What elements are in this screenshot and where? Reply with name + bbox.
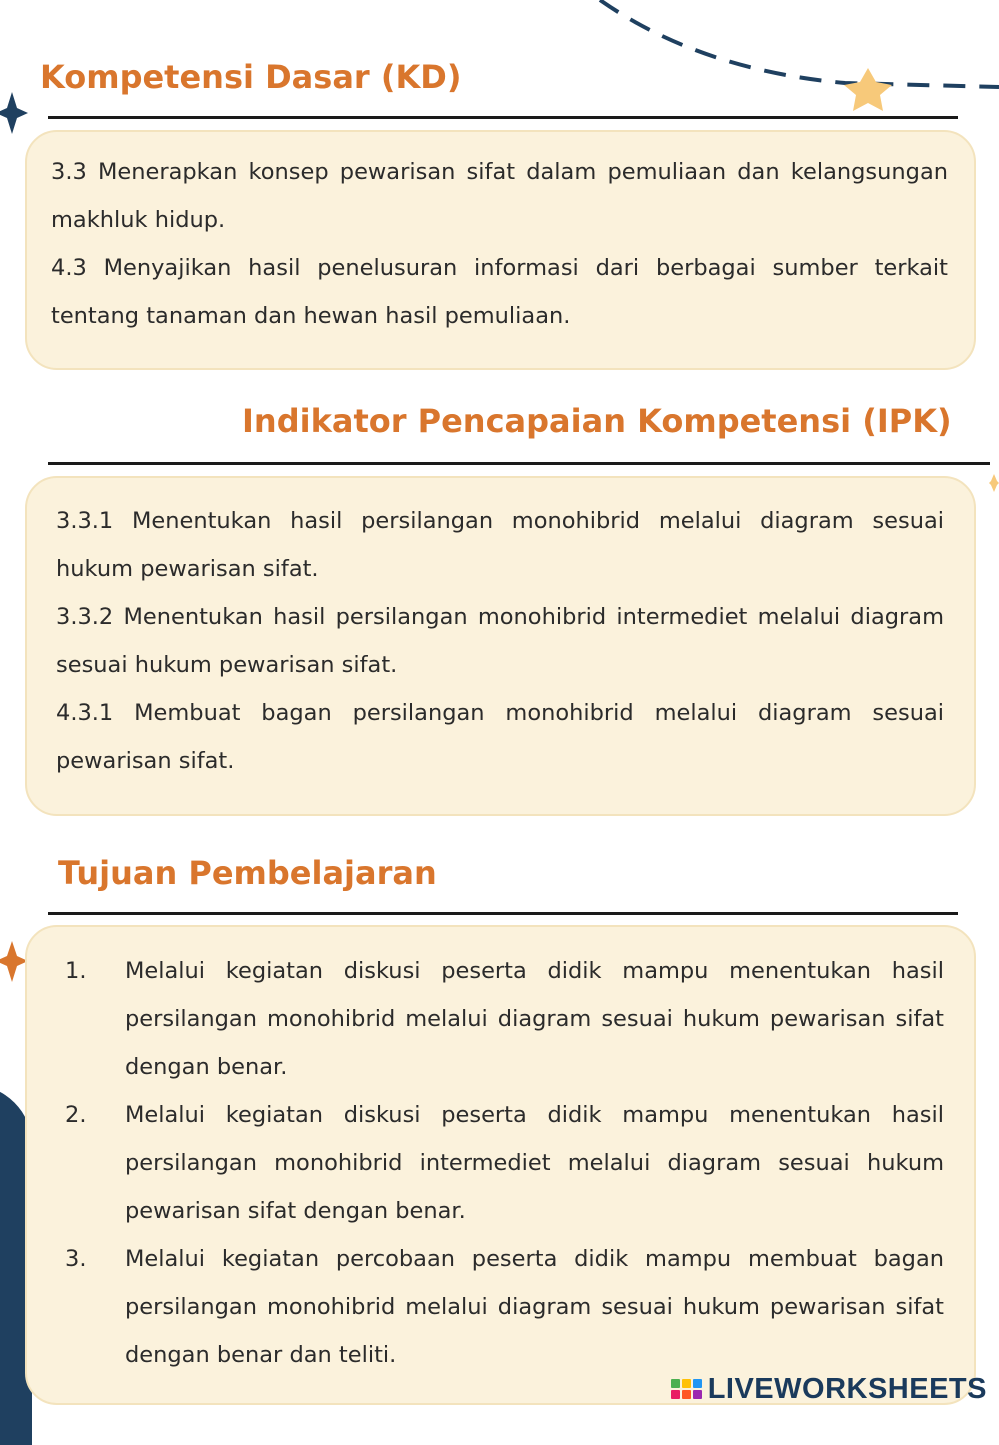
sparkle-icon-blue bbox=[0, 92, 28, 134]
kd-title: Kompetensi Dasar (KD) bbox=[40, 58, 462, 96]
tujuan-title: Tujuan Pembelajaran bbox=[58, 854, 437, 892]
sparkle-icon-small bbox=[989, 474, 999, 492]
logo-tile bbox=[693, 1390, 702, 1399]
kd-item-2: 4.3 Menyajikan hasil penelusuran informasi dari berbagai sumber terkait tentang tanaman dan hewan hasil pemuliaan. bbox=[51, 255, 948, 329]
list-item bbox=[65, 1235, 944, 1379]
logo-tile bbox=[682, 1379, 691, 1388]
ipk-card bbox=[25, 476, 976, 816]
dashed-arc bbox=[600, 0, 999, 87]
watermark-text: LIVEWORKSHEETS bbox=[707, 1372, 987, 1405]
kd-divider bbox=[48, 116, 958, 119]
list-item-number: 3. bbox=[65, 1246, 87, 1272]
ipk-item-3: 4.3.1 Membuat bagan persilangan monohibrid melalui diagram sesuai pewarisan sifat. bbox=[56, 700, 944, 774]
logo-tile bbox=[671, 1390, 680, 1399]
list-item-text: Melalui kegiatan percobaan peserta didik mampu membuat bagan persilangan monohibrid melalui diagram sesuai hukum pewarisan sifat dengan benar dan teliti. bbox=[125, 1246, 944, 1368]
list-item-number: 2. bbox=[65, 1102, 87, 1128]
liveworksheets-watermark bbox=[671, 1371, 987, 1407]
ipk-item-2: 3.3.2 Menentukan hasil persilangan monohibrid intermediet melalui diagram sesuai hukum pewarisan sifat. bbox=[56, 604, 944, 678]
star-icon bbox=[844, 68, 892, 111]
liveworksheets-logo-icon bbox=[671, 1379, 702, 1399]
ipk-item-1: 3.3.1 Menentukan hasil persilangan monohibrid melalui diagram sesuai hukum pewarisan sifat. bbox=[56, 508, 944, 582]
list-item-text: Melalui kegiatan diskusi peserta didik mampu menentukan hasil persilangan monohibrid melalui diagram sesuai hukum pewarisan sifat dengan benar. bbox=[125, 958, 944, 1080]
sparkle-icon-orange bbox=[0, 941, 28, 982]
tujuan-divider bbox=[48, 912, 958, 915]
tujuan-card bbox=[25, 925, 976, 1405]
list-item-text: Melalui kegiatan diskusi peserta didik mampu menentukan hasil persilangan monohibrid intermediet melalui diagram sesuai hukum pewarisan sifat dengan benar. bbox=[125, 1102, 944, 1224]
logo-tile bbox=[693, 1379, 702, 1388]
logo-tile bbox=[682, 1390, 691, 1399]
tujuan-list bbox=[65, 947, 944, 1379]
list-item bbox=[65, 1091, 944, 1235]
list-item-number: 1. bbox=[65, 958, 87, 984]
logo-tile bbox=[671, 1379, 680, 1388]
kd-card bbox=[25, 130, 976, 370]
ipk-divider bbox=[48, 462, 990, 465]
kd-item-1: 3.3 Menerapkan konsep pewarisan sifat dalam pemuliaan dan kelangsungan makhluk hidup. bbox=[51, 159, 948, 233]
list-item bbox=[65, 947, 944, 1091]
ipk-title: Indikator Pencapaian Kompetensi (IPK) bbox=[242, 402, 952, 440]
